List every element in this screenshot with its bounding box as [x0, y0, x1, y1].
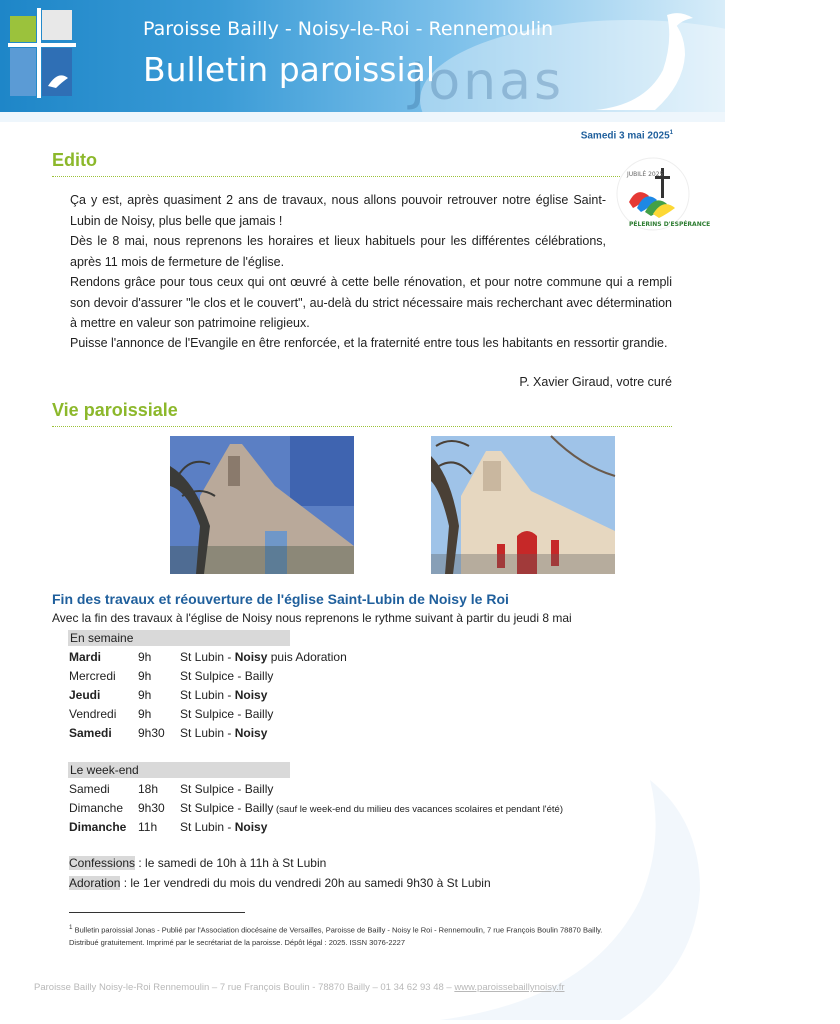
svg-text:JUBILÉ 2025: JUBILÉ 2025	[627, 171, 664, 178]
schedule-time: 9h	[138, 707, 152, 721]
page-footer	[34, 982, 565, 993]
footnote-line2: Distribué gratuitement. Imprimé par le secrétariat de la paroisse. Dépôt légal : 2025. ISSN 3076-2227	[69, 937, 406, 947]
banner-watermark: Jonas	[410, 52, 565, 112]
banner-title: Bulletin paroissial	[143, 50, 436, 89]
schedule-town: Noisy	[234, 820, 268, 834]
church-photo-before	[170, 436, 354, 574]
schedule-time: 9h30	[138, 801, 165, 815]
schedule-day: Jeudi	[69, 688, 101, 702]
schedule-time: 11h	[138, 820, 158, 834]
footnote: $^1$ Bulletin paroissial Jonas - Publié par l'Association diocésaine de Versailles, Paroisse de Bailly - Noisy le Roi - Rennemoulin, 7 rue François Boulin 78870 Bailly. Distribué gratuitement. Imprimé par le secrétariat de la paroisse. Dépôt légal : 2025. ISSN 3076-2227	[69, 924, 603, 947]
schedule-day: Mercredi	[69, 669, 116, 683]
edito-paragraph-2: Dès le 8 mai, nous reprenons les horaires et lieux habituels pour les différentes célébrations, après 11 mois de fermeture de l'église.	[70, 234, 606, 269]
schedule-day: Vendredi	[69, 707, 117, 721]
schedule-place: St Lubin - Noisy	[180, 820, 268, 834]
schedule-day: Samedi	[69, 782, 110, 796]
adoration-label: Adoration	[69, 876, 121, 890]
edito-heading: Edito	[52, 150, 97, 170]
header-banner	[0, 0, 725, 122]
svg-text:PÉLERINS D'ESPÉRANCE: PÉLERINS D'ESPÉRANCE	[629, 221, 711, 228]
edito-divider	[52, 176, 672, 177]
schedule-place: St Lubin - Noisy puis Adoration	[180, 650, 347, 664]
schedule-town: Noisy	[234, 688, 268, 702]
schedule-town: Noisy	[234, 726, 268, 740]
issue-date: Samedi 3 mai 2025$^1$	[580, 130, 673, 142]
article-title: Fin des travaux et réouverture de l'église Saint-Lubin de Noisy le Roi	[52, 591, 509, 607]
confessions-label: Confessions	[69, 856, 136, 870]
confessions-info	[69, 856, 326, 870]
schedule-place: St Lubin - Noisy	[180, 726, 268, 740]
schedule-time: 9h	[138, 688, 152, 702]
schedule-day: Samedi	[69, 726, 112, 740]
schedule-weekday-header: En semaine	[68, 630, 290, 646]
vie-paroissiale-heading: Vie paroissiale	[52, 400, 178, 420]
schedule-note: puis Adoration	[267, 650, 347, 664]
adoration-info	[69, 876, 491, 890]
schedule-day: Dimanche	[69, 801, 124, 815]
footer-address: Paroisse Bailly Noisy-le-Roi Rennemoulin – 7 rue François Boulin - 78870 Bailly – 01 34 62 93 48 –	[34, 982, 455, 993]
church-photo-after	[431, 436, 615, 574]
schedule-time: 18h	[138, 782, 159, 796]
schedule-day: Mardi	[69, 650, 102, 664]
vie-paroissiale-divider	[52, 426, 672, 427]
schedule-place: St Sulpice - Bailly	[180, 707, 274, 721]
schedule-place: St Sulpice - Bailly	[180, 669, 274, 683]
footnote-divider	[69, 912, 245, 913]
adoration-text: : le 1er vendredi du mois du vendredi 20h au samedi 9h30 à St Lubin	[120, 876, 491, 890]
edito-paragraph-1: Ça y est, après quasiment 2 ans de travaux, nous allons pouvoir retrouver notre église Saint-Lubin de Noisy, plus belle que jamais !	[70, 193, 606, 228]
confessions-text: : le samedi de 10h à 11h à St Lubin	[135, 856, 327, 870]
schedule-town: Noisy	[234, 650, 268, 664]
schedule-place: St Lubin - Noisy	[180, 688, 268, 702]
schedule-time: 9h	[138, 650, 152, 664]
banner-subtitle: Paroisse Bailly - Noisy-le-Roi - Rennemoulin	[143, 18, 554, 40]
edito-paragraph-3: Rendons grâce pour tous ceux qui ont œuvré à cette belle rénovation, et pour notre commune qui a rempli son devoir d'assurer "le clos et le couvert", au-delà du strict nécessaire mais recherchant avec détermination à mettre en valeur son patrimoine religieux.	[70, 275, 672, 330]
schedule-place: St Sulpice - Bailly	[180, 782, 274, 796]
schedule-time: 9h	[138, 669, 152, 683]
edito-signature: P. Xavier Giraud, votre curé	[519, 375, 672, 389]
parish-cross-logo	[8, 8, 76, 100]
article-intro: Avec la fin des travaux à l'église de Noisy nous reprenons le rythme suivant à partir du jeudi 8 mai	[52, 611, 572, 625]
whale-tail-icon	[585, 10, 715, 115]
schedule-place: St Sulpice - Bailly (sauf le week-end du milieu des vacances scolaires et pendant l'été)	[180, 801, 563, 815]
schedule-day: Dimanche	[69, 820, 127, 834]
schedule-weekend-header: Le week-end	[68, 762, 290, 778]
jubilee-logo	[615, 156, 711, 232]
edito-paragraph-4: Puisse l'annonce de l'Evangile en être renforcée, et la fraternité entre tous les habitants en ressortir grandie.	[70, 336, 668, 350]
footnote-line1: Bulletin paroissial Jonas - Publié par l'Association diocésaine de Versailles, Paroisse de Bailly - Noisy le Roi - Rennemoulin, 7 rue François Boulin 78870 Bailly.	[74, 925, 603, 935]
schedule-time: 9h30	[138, 726, 165, 740]
footer-website-link[interactable]: www.paroissebaillynoisy.fr	[454, 982, 565, 993]
schedule-note: (sauf le week-end du milieu des vacances scolaires et pendant l'été)	[273, 804, 563, 815]
